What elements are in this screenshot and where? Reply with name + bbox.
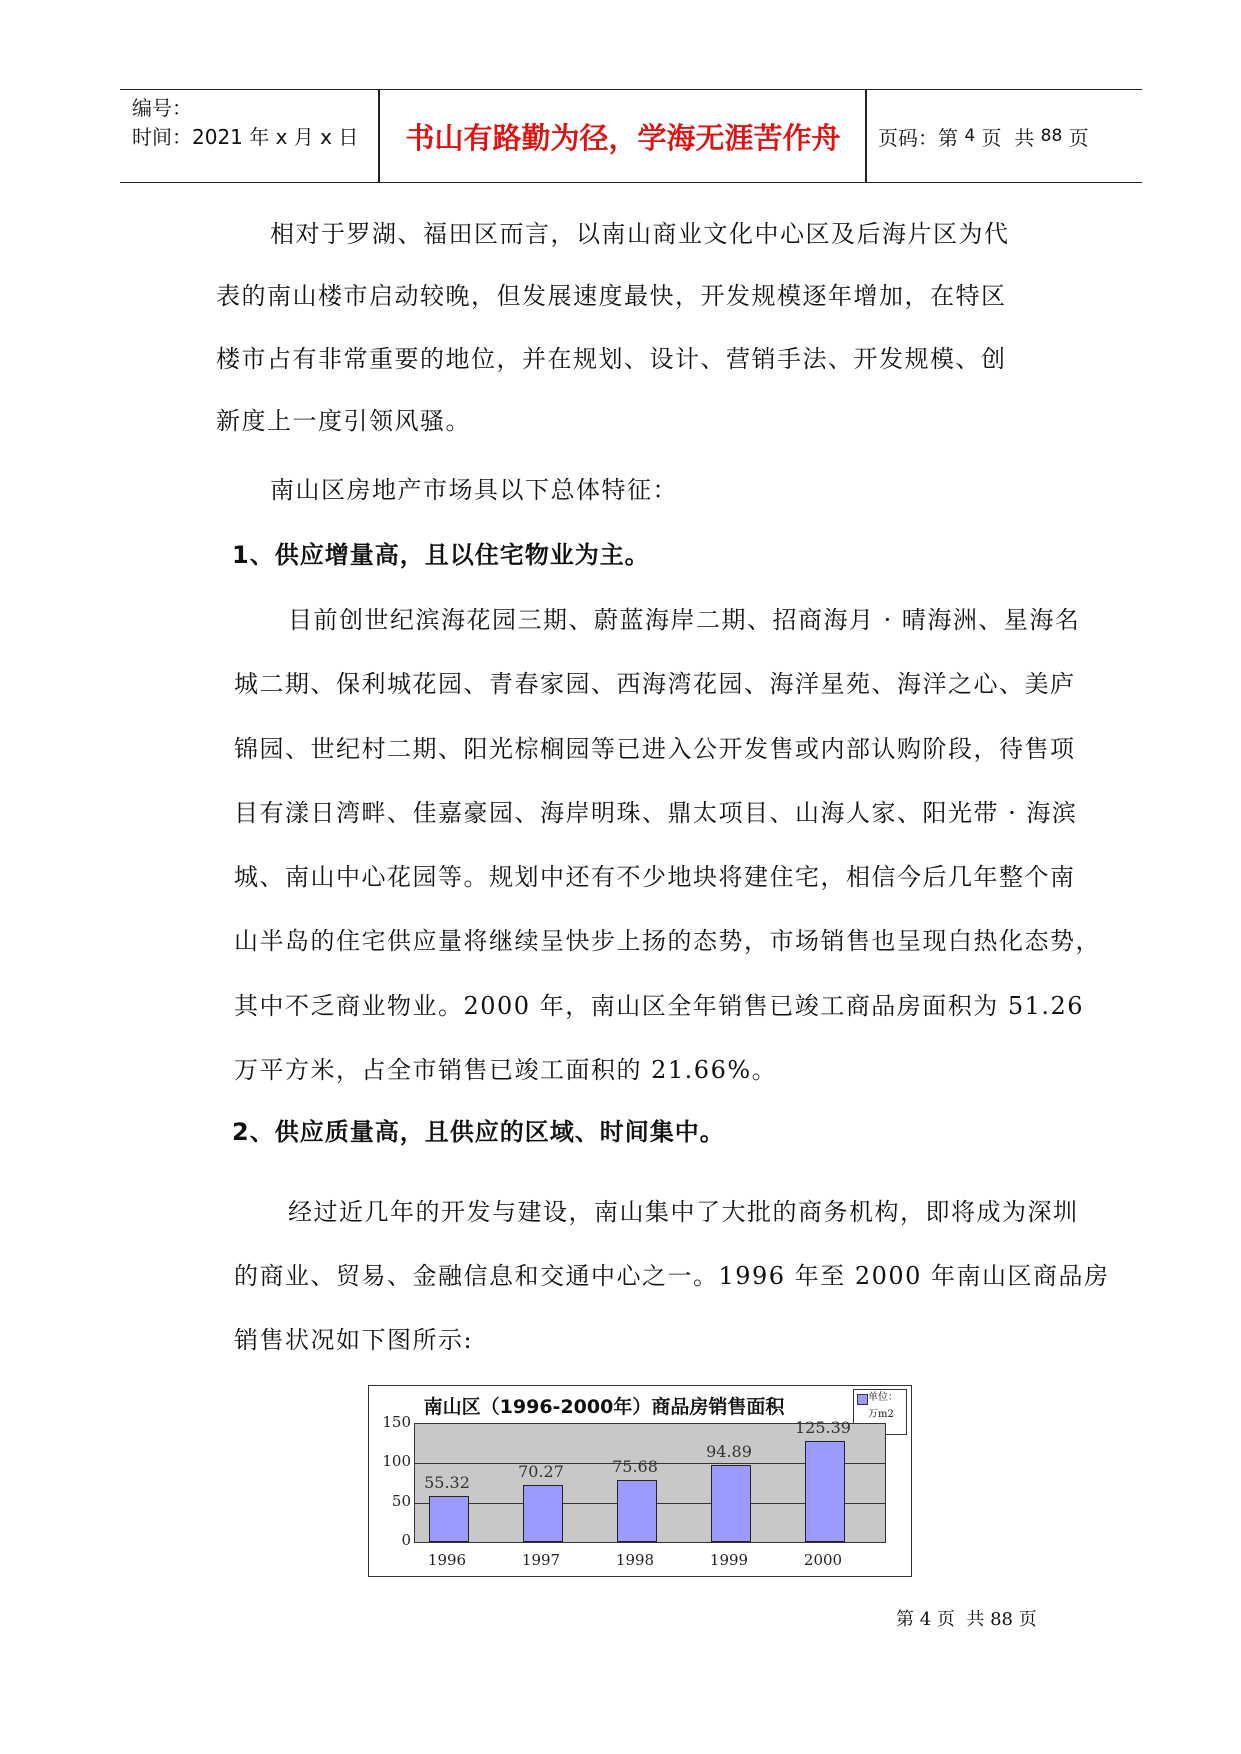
y-tick-label: 150 bbox=[382, 1413, 411, 1431]
y-tick-label: 50 bbox=[391, 1491, 411, 1510]
bar bbox=[617, 1480, 657, 1542]
bar bbox=[805, 1441, 845, 1542]
footer-mid: 页 共 bbox=[936, 1609, 985, 1630]
paragraph-line: 万平方米，占全市销售已竣工面积的 21.66%。 bbox=[234, 1056, 778, 1084]
document-header bbox=[120, 89, 1142, 183]
bar bbox=[523, 1485, 563, 1542]
x-tick-label: 1996 bbox=[427, 1551, 467, 1569]
paragraph-line: 锦园、世纪村二期、阳光棕榈园等已进入公开发售或内部认购阶段，待售项 bbox=[234, 735, 1076, 763]
header-motto: 书山有路勤为径，学海无涯苦作舟 bbox=[405, 120, 841, 155]
x-tick-label: 1999 bbox=[709, 1551, 749, 1569]
paragraph-line: 相对于罗湖、福田区而言，以南山商业文化中心区及后海片区为代 bbox=[270, 220, 1010, 248]
data-label: 125.39 bbox=[795, 1418, 851, 1438]
page-footer bbox=[896, 1605, 1037, 1631]
paragraph-line: 目前创世纪滨海花园三期、蔚蓝海岸二期、招商海月 · 晴海洲、星海名 bbox=[288, 606, 1081, 634]
x-tick-label: 1997 bbox=[521, 1551, 561, 1569]
data-label: 94.89 bbox=[706, 1442, 752, 1462]
paragraph-line: 城二期、保利城花园、青春家园、西海湾花园、海洋星苑、海洋之心、美庐 bbox=[234, 670, 1076, 698]
legend-label: 单位： bbox=[868, 1392, 898, 1403]
sales-area-chart bbox=[368, 1385, 912, 1577]
page-mid: 页 共 bbox=[981, 125, 1035, 150]
time-label: 时间：2021 年 x 月 x 日 bbox=[132, 125, 359, 149]
chart-title: 南山区（1996-2000年）商品房销售面积 bbox=[423, 1396, 785, 1418]
footer-page-number: 4 bbox=[919, 1609, 932, 1630]
header-page-info bbox=[878, 90, 1089, 182]
y-tick-label: 100 bbox=[382, 1452, 411, 1471]
legend-swatch bbox=[857, 1394, 868, 1405]
paragraph-line: 的商业、贸易、金融信息和交通中心之一。1996 年至 2000 年南山区商品房 bbox=[234, 1262, 1110, 1290]
section-heading: 1、供应增量高，且以住宅物业为主。 bbox=[232, 541, 650, 569]
section-heading: 2、供应质量高，且供应的区域、时间集中。 bbox=[232, 1118, 725, 1146]
paragraph-line: 目有漾日湾畔、佳嘉豪园、海岸明珠、鼎太项目、山海人家、阳光带 · 海滨 bbox=[234, 799, 1078, 827]
footer-prefix: 第 bbox=[896, 1609, 914, 1630]
paragraph-line: 表的南山楼市启动较晚，但发展速度最快，开发规模逐年增加，在特区 bbox=[216, 282, 1007, 310]
x-tick-label: 1998 bbox=[615, 1551, 655, 1569]
footer-page-total: 88 bbox=[990, 1609, 1014, 1630]
legend-unit: 万m2 bbox=[868, 1409, 894, 1420]
paragraph-line: 山半岛的住宅供应量将继续呈快步上扬的态势，市场销售也呈现白热化态势， bbox=[234, 927, 1101, 955]
paragraph-line: 城、南山中心花园等。规划中还有不少地块将建住宅，相信今后几年整个南 bbox=[234, 863, 1076, 891]
data-label: 75.68 bbox=[612, 1457, 658, 1477]
paragraph-line: 楼市占有非常重要的地位，并在规划、设计、营销手法、开发规模、创 bbox=[216, 345, 1007, 373]
data-label: 55.32 bbox=[424, 1473, 470, 1493]
page-prefix: 页码：第 bbox=[878, 125, 958, 150]
data-label: 70.27 bbox=[518, 1461, 564, 1481]
page-suffix: 页 bbox=[1068, 125, 1089, 150]
number-label: 编号： bbox=[132, 96, 192, 120]
x-tick-label: 2000 bbox=[803, 1551, 843, 1569]
paragraph-line: 新度上一度引领风骚。 bbox=[216, 407, 471, 435]
header-meta bbox=[132, 94, 387, 178]
bar bbox=[429, 1496, 469, 1542]
paragraph-line: 其中不乏商业物业。2000 年，南山区全年销售已竣工商品房面积为 51.26 bbox=[234, 992, 1085, 1020]
paragraph-line: 销售状况如下图所示: bbox=[234, 1326, 474, 1354]
page-number: 4 bbox=[964, 126, 976, 146]
header-divider bbox=[865, 90, 867, 182]
paragraph-line: 南山区房地产市场具以下总体特征： bbox=[270, 476, 678, 504]
paragraph-line: 经过近几年的开发与建设，南山集中了大批的商务机构，即将成为深圳 bbox=[288, 1198, 1079, 1226]
y-tick-label: 0 bbox=[401, 1531, 411, 1549]
footer-suffix: 页 bbox=[1018, 1609, 1037, 1630]
page-total: 88 bbox=[1040, 126, 1063, 146]
bar bbox=[711, 1465, 751, 1542]
